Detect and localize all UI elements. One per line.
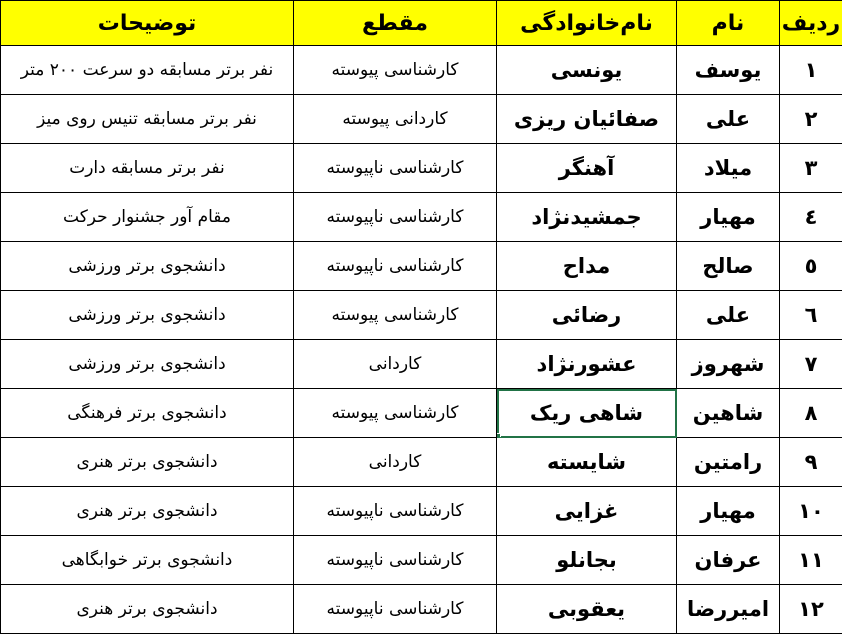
level-cell[interactable]: کارشناسی پیوسته <box>294 291 497 340</box>
description-cell[interactable]: دانشجوی برتر هنری <box>1 585 294 634</box>
family-name-cell[interactable]: بجانلو <box>497 536 677 585</box>
level-cell[interactable]: کارشناسی ناپیوسته <box>294 487 497 536</box>
table-row <box>1 438 842 487</box>
description-cell[interactable]: دانشجوی برتر هنری <box>1 438 294 487</box>
first-name-cell[interactable]: یوسف <box>677 46 780 95</box>
row-number-cell[interactable]: ٤ <box>780 193 842 242</box>
row-number-cell[interactable]: ۷ <box>780 340 842 389</box>
level-cell[interactable]: کارشناسی ناپیوسته <box>294 193 497 242</box>
table-row <box>1 193 842 242</box>
row-number-cell[interactable]: ۳ <box>780 144 842 193</box>
description-cell[interactable]: مقام آور جشنوار حرکت <box>1 193 294 242</box>
level-cell[interactable]: کارشناسی پیوسته <box>294 389 497 438</box>
family-name-cell[interactable]: یعقوبی <box>497 585 677 634</box>
row-number-cell[interactable]: ٥ <box>780 242 842 291</box>
header-row <box>1 1 842 46</box>
table-row <box>1 340 842 389</box>
level-cell[interactable]: کارشناسی ناپیوسته <box>294 144 497 193</box>
level-cell[interactable]: کاردانی <box>294 438 497 487</box>
first-name-cell[interactable]: صالح <box>677 242 780 291</box>
first-name-cell[interactable]: میلاد <box>677 144 780 193</box>
level-cell[interactable]: کارشناسی ناپیوسته <box>294 242 497 291</box>
header-description[interactable]: توضیحات <box>1 1 294 46</box>
first-name-cell[interactable]: مهیار <box>677 487 780 536</box>
row-number-cell[interactable]: ۱۱ <box>780 536 842 585</box>
level-cell[interactable]: کاردانی <box>294 340 497 389</box>
description-cell[interactable]: نفر برتر مسابقه تنیس روی میز <box>1 95 294 144</box>
family-name-cell[interactable]: رضائی <box>497 291 677 340</box>
level-cell[interactable]: کارشناسی ناپیوسته <box>294 585 497 634</box>
table-row <box>1 95 842 144</box>
row-number-cell[interactable]: ۲ <box>780 95 842 144</box>
table-row <box>1 389 842 438</box>
row-number-cell[interactable]: ۱۰ <box>780 487 842 536</box>
family-name-cell[interactable]: یونسی <box>497 46 677 95</box>
table-row <box>1 536 842 585</box>
description-cell[interactable]: دانشجوی برتر فرهنگی <box>1 389 294 438</box>
first-name-cell[interactable]: رامتین <box>677 438 780 487</box>
row-number-cell[interactable]: ۸ <box>780 389 842 438</box>
first-name-cell[interactable]: مهیار <box>677 193 780 242</box>
table-row <box>1 46 842 95</box>
family-name-cell[interactable]: شایسته <box>497 438 677 487</box>
row-number-cell[interactable]: ۱ <box>780 46 842 95</box>
level-cell[interactable]: کاردانی پیوسته <box>294 95 497 144</box>
first-name-cell[interactable]: عرفان <box>677 536 780 585</box>
header-level[interactable]: مقطع <box>294 1 497 46</box>
first-name-cell[interactable]: امیررضا <box>677 585 780 634</box>
table-row <box>1 291 842 340</box>
description-cell[interactable]: دانشجوی برتر هنری <box>1 487 294 536</box>
family-name-cell[interactable]: جمشیدنژاد <box>497 193 677 242</box>
table-row <box>1 585 842 634</box>
description-cell[interactable]: دانشجوی برتر ورزشی <box>1 291 294 340</box>
family-name-cell[interactable]: عشورنژاد <box>497 340 677 389</box>
first-name-cell[interactable]: علی <box>677 291 780 340</box>
row-number-cell[interactable]: ۱۲ <box>780 585 842 634</box>
header-first-name[interactable]: نام <box>677 1 780 46</box>
description-cell[interactable]: دانشجوی برتر ورزشی <box>1 242 294 291</box>
level-cell[interactable]: کارشناسی ناپیوسته <box>294 536 497 585</box>
family-name-cell[interactable]: غزایی <box>497 487 677 536</box>
table-body <box>1 46 842 634</box>
row-number-cell[interactable]: ۹ <box>780 438 842 487</box>
family-name-cell[interactable]: صفائیان ریزی <box>497 95 677 144</box>
first-name-cell[interactable]: علی <box>677 95 780 144</box>
first-name-cell[interactable]: شهروز <box>677 340 780 389</box>
row-number-cell[interactable]: ٦ <box>780 291 842 340</box>
header-family-name[interactable]: نام‌خانوادگی <box>497 1 677 46</box>
header-row-number[interactable]: ردیف <box>780 1 842 46</box>
table-row <box>1 242 842 291</box>
fill-handle[interactable] <box>497 433 502 438</box>
table-row <box>1 144 842 193</box>
description-cell[interactable]: دانشجوی برتر خوابگاهی <box>1 536 294 585</box>
level-cell[interactable]: کارشناسی پیوسته <box>294 46 497 95</box>
description-cell[interactable]: دانشجوی برتر ورزشی <box>1 340 294 389</box>
family-name-cell[interactable]: شاهی ریک <box>497 389 677 438</box>
family-name-cell[interactable]: مداح <box>497 242 677 291</box>
description-cell[interactable]: نفر برتر مسابقه دو سرعت ۲۰۰ متر <box>1 46 294 95</box>
description-cell[interactable]: نفر برتر مسابقه دارت <box>1 144 294 193</box>
first-name-cell[interactable]: شاهین <box>677 389 780 438</box>
table-row <box>1 487 842 536</box>
family-name-cell[interactable]: آهنگر <box>497 144 677 193</box>
